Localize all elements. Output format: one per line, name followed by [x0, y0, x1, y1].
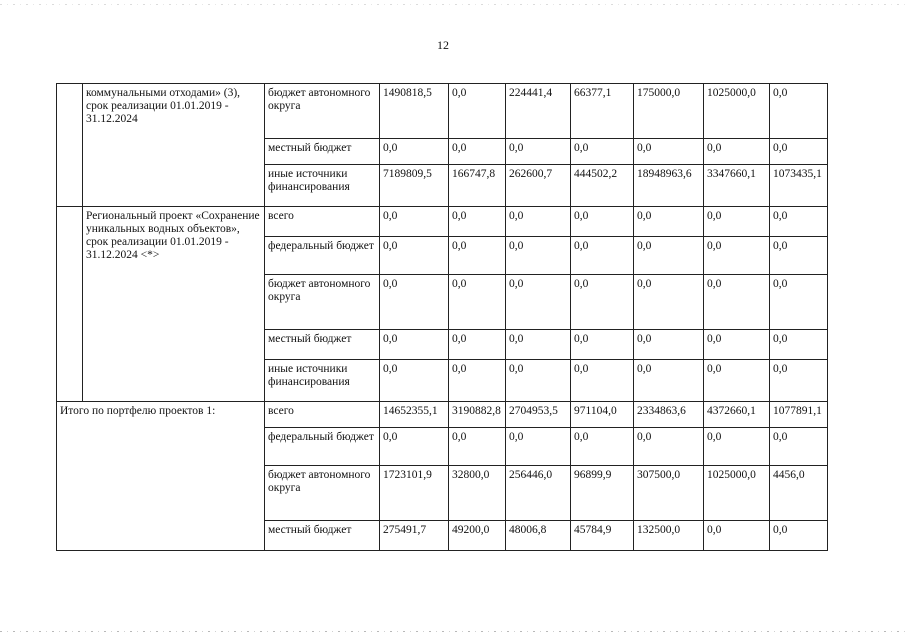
amount-cell: 1077891,1	[770, 402, 828, 428]
table-row	[57, 402, 828, 428]
amount-cell: 0,0	[506, 428, 571, 466]
amount-cell: 0,0	[704, 275, 770, 330]
funding-source-cell: местный бюджет	[265, 330, 380, 360]
amount-cell: 0,0	[704, 139, 770, 165]
amount-cell: 7189809,5	[380, 165, 449, 207]
amount-cell: 262600,7	[506, 165, 571, 207]
amount-cell: 18948963,6	[634, 165, 704, 207]
budget-table	[56, 83, 828, 551]
amount-cell: 14652355,1	[380, 402, 449, 428]
amount-cell: 0,0	[571, 428, 634, 466]
amount-cell: 0,0	[449, 360, 506, 402]
amount-cell: 0,0	[634, 275, 704, 330]
amount-cell: 1025000,0	[704, 84, 770, 139]
amount-cell: 256446,0	[506, 466, 571, 521]
amount-cell: 132500,0	[634, 521, 704, 551]
funding-source-cell: иные источники финансирования	[265, 165, 380, 207]
amount-cell: 0,0	[571, 139, 634, 165]
amount-cell: 0,0	[506, 139, 571, 165]
amount-cell: 96899,9	[571, 466, 634, 521]
project-description-cell: коммунальными отходами» (3), срок реализации 01.01.2019 - 31.12.2024	[83, 84, 265, 207]
amount-cell: 32800,0	[449, 466, 506, 521]
amount-cell: 0,0	[770, 275, 828, 330]
amount-cell: 48006,8	[506, 521, 571, 551]
table-row	[57, 207, 828, 237]
amount-cell: 4372660,1	[704, 402, 770, 428]
amount-cell: 0,0	[380, 428, 449, 466]
amount-cell: 444502,2	[571, 165, 634, 207]
amount-cell: 0,0	[571, 330, 634, 360]
amount-cell: 0,0	[571, 360, 634, 402]
amount-cell: 0,0	[770, 428, 828, 466]
amount-cell: 0,0	[449, 275, 506, 330]
funding-source-cell: местный бюджет	[265, 139, 380, 165]
funding-source-cell: местный бюджет	[265, 521, 380, 551]
amount-cell: 0,0	[634, 237, 704, 275]
amount-cell: 0,0	[380, 330, 449, 360]
amount-cell: 1490818,5	[380, 84, 449, 139]
amount-cell: 166747,8	[449, 165, 506, 207]
amount-cell: 0,0	[380, 360, 449, 402]
amount-cell: 224441,4	[506, 84, 571, 139]
amount-cell: 0,0	[449, 84, 506, 139]
amount-cell: 0,0	[770, 237, 828, 275]
amount-cell: 3190882,8	[449, 402, 506, 428]
amount-cell: 3347660,1	[704, 165, 770, 207]
amount-cell: 0,0	[449, 330, 506, 360]
table-row	[57, 84, 828, 139]
amount-cell: 0,0	[506, 360, 571, 402]
section-title-cell: Итого по портфелю проектов 1:	[57, 402, 265, 551]
amount-cell: 0,0	[634, 207, 704, 237]
amount-cell: 0,0	[571, 237, 634, 275]
amount-cell: 971104,0	[571, 402, 634, 428]
amount-cell: 0,0	[704, 521, 770, 551]
amount-cell: 275491,7	[380, 521, 449, 551]
amount-cell: 0,0	[506, 237, 571, 275]
page-number: 12	[437, 38, 449, 52]
amount-cell: 175000,0	[634, 84, 704, 139]
amount-cell: 1025000,0	[704, 466, 770, 521]
amount-cell: 2334863,6	[634, 402, 704, 428]
funding-source-cell: федеральный бюджет	[265, 428, 380, 466]
funding-source-cell: иные источники финансирования	[265, 360, 380, 402]
amount-cell: 0,0	[449, 428, 506, 466]
amount-cell: 0,0	[770, 521, 828, 551]
amount-cell: 0,0	[704, 428, 770, 466]
amount-cell: 1073435,1	[770, 165, 828, 207]
amount-cell: 0,0	[571, 275, 634, 330]
amount-cell: 0,0	[506, 275, 571, 330]
amount-cell: 45784,9	[571, 521, 634, 551]
amount-cell: 0,0	[449, 139, 506, 165]
amount-cell: 1723101,9	[380, 466, 449, 521]
amount-cell: 0,0	[634, 360, 704, 402]
amount-cell: 0,0	[571, 207, 634, 237]
amount-cell: 66377,1	[571, 84, 634, 139]
amount-cell: 0,0	[704, 360, 770, 402]
amount-cell: 2704953,5	[506, 402, 571, 428]
amount-cell: 0,0	[506, 207, 571, 237]
amount-cell: 49200,0	[449, 521, 506, 551]
amount-cell: 0,0	[770, 139, 828, 165]
amount-cell: 0,0	[380, 237, 449, 275]
funding-source-cell: федеральный бюджет	[265, 237, 380, 275]
empty-index-cell	[57, 207, 83, 402]
scan-noise-bottom	[0, 631, 905, 632]
scan-noise-top	[0, 4, 905, 5]
amount-cell: 0,0	[380, 139, 449, 165]
funding-source-cell: бюджет автономного округа	[265, 84, 380, 139]
amount-cell: 0,0	[704, 207, 770, 237]
funding-source-cell: бюджет автономного округа	[265, 275, 380, 330]
amount-cell: 0,0	[634, 428, 704, 466]
amount-cell: 0,0	[770, 207, 828, 237]
amount-cell: 0,0	[449, 207, 506, 237]
funding-source-cell: бюджет автономного округа	[265, 466, 380, 521]
amount-cell: 307500,0	[634, 466, 704, 521]
amount-cell: 4456,0	[770, 466, 828, 521]
funding-source-cell: всего	[265, 207, 380, 237]
project-description-cell: Региональный проект «Сохранение уникальных водных объектов», срок реализации 01.01.2019 - 31.12.2024 <*>	[83, 207, 265, 402]
amount-cell: 0,0	[770, 330, 828, 360]
amount-cell: 0,0	[380, 275, 449, 330]
amount-cell: 0,0	[770, 84, 828, 139]
amount-cell: 0,0	[506, 330, 571, 360]
amount-cell: 0,0	[449, 237, 506, 275]
amount-cell: 0,0	[704, 330, 770, 360]
amount-cell: 0,0	[770, 360, 828, 402]
empty-index-cell	[57, 84, 83, 207]
funding-source-cell: всего	[265, 402, 380, 428]
amount-cell: 0,0	[634, 330, 704, 360]
amount-cell: 0,0	[634, 139, 704, 165]
amount-cell: 0,0	[380, 207, 449, 237]
amount-cell: 0,0	[704, 237, 770, 275]
